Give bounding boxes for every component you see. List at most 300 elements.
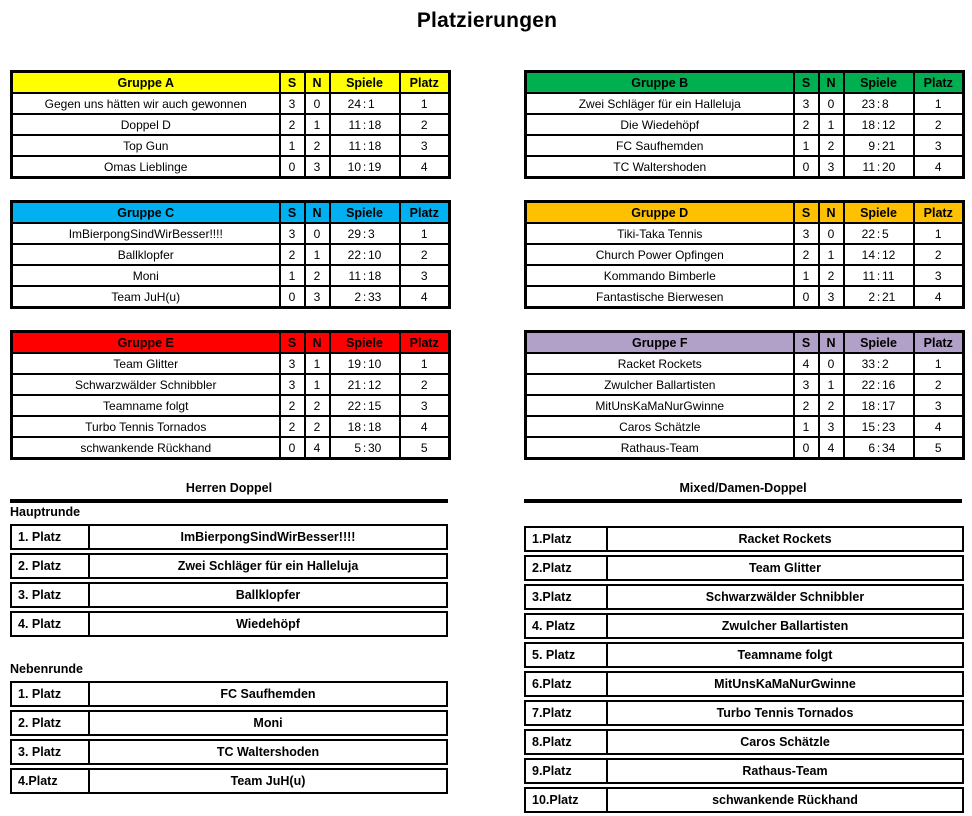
place-cell: 1	[400, 223, 450, 244]
content-columns	[10, 70, 964, 816]
group-table-c	[10, 200, 451, 309]
team-name-cell: Moni	[12, 265, 280, 286]
losses-cell: 3	[819, 416, 844, 437]
score-separator: :	[876, 398, 881, 413]
wins-column-header: S	[794, 332, 819, 354]
place-label-cell: 1. Platz	[10, 524, 90, 550]
group-table-row	[526, 135, 964, 156]
score-separator: :	[876, 419, 881, 434]
group-table-row	[526, 395, 964, 416]
group-name-header: Gruppe A	[12, 72, 280, 94]
team-name-cell: Doppel D	[12, 114, 280, 135]
group-name-header: Gruppe E	[12, 332, 280, 354]
place-cell: 4	[400, 416, 450, 437]
score-separator: :	[362, 226, 367, 241]
wins-cell: 1	[280, 135, 305, 156]
section-title-mixed-damen-doppel: Mixed/Damen-Doppel	[679, 481, 807, 495]
place-team-cell: ImBierpongSindWirBesser!!!!	[90, 524, 448, 550]
score-for: 18	[861, 398, 875, 413]
score-separator: :	[876, 289, 881, 304]
games-score-cell	[844, 353, 914, 374]
score-for: 11	[348, 268, 361, 283]
place-cell: 1	[914, 93, 964, 114]
score-separator: :	[362, 289, 367, 304]
games-score-cell	[844, 244, 914, 265]
score-separator: :	[876, 356, 881, 371]
group-table-row	[526, 416, 964, 437]
losses-cell: 2	[305, 416, 330, 437]
group-header-row	[526, 332, 964, 354]
losses-cell: 0	[819, 353, 844, 374]
place-cell: 2	[400, 374, 450, 395]
score-for: 18	[861, 117, 875, 132]
group-table-row	[12, 265, 450, 286]
wins-cell: 2	[280, 395, 305, 416]
team-name-cell: Zwulcher Ballartisten	[526, 374, 794, 395]
score-for: 11	[862, 159, 875, 174]
group-table-row	[12, 374, 450, 395]
wins-cell: 2	[794, 395, 819, 416]
wins-cell: 3	[794, 374, 819, 395]
score-separator: :	[876, 96, 881, 111]
wins-cell: 1	[794, 265, 819, 286]
wins-column-header: S	[280, 332, 305, 354]
place-team-cell: schwankende Rückhand	[608, 787, 964, 813]
score-separator: :	[876, 226, 881, 241]
place-cell: 2	[400, 114, 450, 135]
right-column	[524, 70, 962, 816]
losses-column-header: N	[305, 72, 330, 94]
score-against: 12	[882, 247, 896, 262]
team-name-cell: MitUnsKaMaNurGwinne	[526, 395, 794, 416]
score-for: 18	[347, 419, 361, 434]
page	[0, 9, 972, 816]
group-name-header: Gruppe C	[12, 202, 280, 224]
games-score-cell	[330, 265, 400, 286]
placement-table-mixed	[524, 523, 964, 816]
place-column-header: Platz	[400, 72, 450, 94]
games-score-cell	[844, 135, 914, 156]
place-team-cell: Racket Rockets	[608, 526, 964, 552]
place-team-cell: TC Waltershoden	[90, 739, 448, 765]
place-team-cell: Team Glitter	[608, 555, 964, 581]
score-for: 11	[348, 138, 361, 153]
score-against: 1	[368, 96, 375, 111]
wins-cell: 1	[280, 265, 305, 286]
team-name-cell: Racket Rockets	[526, 353, 794, 374]
wins-cell: 1	[794, 416, 819, 437]
losses-cell: 2	[305, 395, 330, 416]
losses-column-header: N	[305, 332, 330, 354]
placement-row	[10, 582, 448, 608]
section-title-herren-doppel: Herren Doppel	[185, 481, 273, 495]
group-table-row	[12, 395, 450, 416]
place-label-cell: 2. Platz	[10, 710, 90, 736]
placement-table-hauptrunde	[10, 521, 448, 640]
score-against: 2	[882, 356, 889, 371]
score-for: 22	[861, 226, 875, 241]
group-table-row	[12, 93, 450, 114]
place-team-cell: Teamname folgt	[608, 642, 964, 668]
place-label-cell: 4. Platz	[524, 613, 608, 639]
group-table-b	[524, 70, 965, 179]
score-against: 12	[368, 377, 382, 392]
group-table-row	[526, 244, 964, 265]
place-team-cell: Caros Schätzle	[608, 729, 964, 755]
group-table-row	[12, 135, 450, 156]
score-against: 18	[368, 268, 382, 283]
score-for: 22	[347, 398, 361, 413]
place-team-cell: Team JuH(u)	[90, 768, 448, 794]
wins-cell: 3	[280, 93, 305, 114]
place-cell: 4	[914, 156, 964, 178]
games-score-cell	[330, 114, 400, 135]
team-name-cell: Fantastische Bierwesen	[526, 286, 794, 308]
placement-row	[524, 758, 964, 784]
group-table-row	[526, 437, 964, 459]
score-separator: :	[876, 159, 881, 174]
place-label-cell: 2. Platz	[10, 553, 90, 579]
games-score-cell	[330, 156, 400, 178]
round-label-nebenrunde: Nebenrunde	[10, 662, 83, 676]
losses-cell: 1	[305, 374, 330, 395]
group-name-header: Gruppe D	[526, 202, 794, 224]
losses-cell: 2	[305, 265, 330, 286]
team-name-cell: Team JuH(u)	[12, 286, 280, 308]
team-name-cell: TC Waltershoden	[526, 156, 794, 178]
group-name-header: Gruppe F	[526, 332, 794, 354]
group-table-row	[526, 286, 964, 308]
place-cell: 2	[400, 244, 450, 265]
score-for: 19	[347, 356, 361, 371]
place-cell: 2	[914, 244, 964, 265]
placement-row	[10, 768, 448, 794]
place-team-cell: Ballklopfer	[90, 582, 448, 608]
place-team-cell: Wiedehöpf	[90, 611, 448, 637]
place-label-cell: 10.Platz	[524, 787, 608, 813]
games-score-cell	[844, 265, 914, 286]
place-team-cell: Turbo Tennis Tornados	[608, 700, 964, 726]
group-header-row	[12, 202, 450, 224]
group-header-row	[526, 72, 964, 94]
losses-column-header: N	[819, 332, 844, 354]
wins-cell: 2	[280, 244, 305, 265]
group-header-row	[12, 332, 450, 354]
score-for: 33	[861, 356, 875, 371]
games-score-cell	[330, 437, 400, 459]
group-header-row	[12, 72, 450, 94]
score-for: 6	[868, 440, 875, 455]
place-cell: 3	[914, 265, 964, 286]
team-name-cell: Omas Lieblinge	[12, 156, 280, 178]
place-label-cell: 6.Platz	[524, 671, 608, 697]
place-cell: 4	[914, 286, 964, 308]
games-score-cell	[844, 223, 914, 244]
placement-row	[524, 642, 964, 668]
team-name-cell: Church Power Opfingen	[526, 244, 794, 265]
losses-column-header: N	[819, 72, 844, 94]
score-separator: :	[362, 117, 367, 132]
score-against: 34	[882, 440, 896, 455]
team-name-cell: Rathaus-Team	[526, 437, 794, 459]
losses-cell: 2	[819, 135, 844, 156]
place-cell: 3	[400, 135, 450, 156]
placement-row	[10, 553, 448, 579]
wins-column-header: S	[794, 72, 819, 94]
score-against: 17	[882, 398, 896, 413]
team-name-cell: Schwarzwälder Schnibbler	[12, 374, 280, 395]
score-separator: :	[876, 117, 881, 132]
page-title: Platzierungen	[416, 9, 558, 32]
score-against: 5	[882, 226, 889, 241]
games-score-cell	[844, 395, 914, 416]
placement-row	[524, 671, 964, 697]
team-name-cell: Caros Schätzle	[526, 416, 794, 437]
score-for: 10	[347, 159, 361, 174]
place-label-cell: 1. Platz	[10, 681, 90, 707]
games-score-cell	[844, 416, 914, 437]
wins-cell: 0	[280, 286, 305, 308]
losses-cell: 1	[305, 114, 330, 135]
group-table-row	[12, 244, 450, 265]
games-score-cell	[844, 114, 914, 135]
losses-cell: 3	[305, 286, 330, 308]
group-header-row	[526, 202, 964, 224]
group-table-f	[524, 330, 965, 460]
group-table-row	[526, 114, 964, 135]
place-cell: 1	[914, 353, 964, 374]
wins-column-header: S	[280, 72, 305, 94]
wins-cell: 2	[280, 114, 305, 135]
place-column-header: Platz	[914, 202, 964, 224]
score-against: 10	[368, 356, 382, 371]
score-for: 23	[861, 96, 875, 111]
placement-row	[524, 729, 964, 755]
place-column-header: Platz	[914, 72, 964, 94]
place-cell: 1	[400, 353, 450, 374]
team-name-cell: Ballklopfer	[12, 244, 280, 265]
score-against: 15	[368, 398, 382, 413]
score-separator: :	[362, 398, 367, 413]
place-column-header: Platz	[400, 202, 450, 224]
games-score-cell	[844, 156, 914, 178]
group-table-row	[526, 156, 964, 178]
place-cell: 1	[914, 223, 964, 244]
score-separator: :	[362, 356, 367, 371]
losses-column-header: N	[305, 202, 330, 224]
place-team-cell: Zwulcher Ballartisten	[608, 613, 964, 639]
score-for: 2	[354, 289, 361, 304]
team-name-cell: Zwei Schläger für ein Halleluja	[526, 93, 794, 114]
placement-row	[10, 524, 448, 550]
placement-row	[524, 526, 964, 552]
score-for: 11	[348, 117, 361, 132]
score-against: 33	[368, 289, 382, 304]
place-cell: 3	[914, 135, 964, 156]
games-column-header: Spiele	[330, 72, 400, 94]
losses-cell: 3	[819, 286, 844, 308]
placement-row	[524, 787, 964, 813]
score-separator: :	[876, 440, 881, 455]
games-score-cell	[330, 353, 400, 374]
placement-row	[524, 584, 964, 610]
place-cell: 2	[914, 114, 964, 135]
games-score-cell	[330, 286, 400, 308]
losses-cell: 2	[305, 135, 330, 156]
wins-cell: 3	[794, 223, 819, 244]
group-table-row	[526, 374, 964, 395]
placement-row	[524, 700, 964, 726]
score-against: 23	[882, 419, 896, 434]
games-score-cell	[330, 223, 400, 244]
place-label-cell: 4.Platz	[10, 768, 90, 794]
score-against: 18	[368, 419, 382, 434]
losses-cell: 4	[305, 437, 330, 459]
place-cell: 2	[914, 374, 964, 395]
place-cell: 1	[400, 93, 450, 114]
placement-row	[10, 739, 448, 765]
place-label-cell: 7.Platz	[524, 700, 608, 726]
score-for: 29	[347, 226, 361, 241]
place-team-cell: Schwarzwälder Schnibbler	[608, 584, 964, 610]
team-name-cell: FC Saufhemden	[526, 135, 794, 156]
team-name-cell: Tiki-Taka Tennis	[526, 223, 794, 244]
place-label-cell: 5. Platz	[524, 642, 608, 668]
wins-cell: 4	[794, 353, 819, 374]
score-against: 10	[368, 247, 382, 262]
place-label-cell: 3.Platz	[524, 584, 608, 610]
place-cell: 5	[400, 437, 450, 459]
games-column-header: Spiele	[330, 202, 400, 224]
place-team-cell: FC Saufhemden	[90, 681, 448, 707]
losses-cell: 3	[819, 156, 844, 178]
group-table-row	[12, 437, 450, 459]
score-against: 20	[882, 159, 896, 174]
score-separator: :	[876, 377, 881, 392]
games-score-cell	[844, 93, 914, 114]
games-score-cell	[330, 244, 400, 265]
games-column-header: Spiele	[844, 202, 914, 224]
team-name-cell: Gegen uns hätten wir auch gewonnen	[12, 93, 280, 114]
games-score-cell	[844, 374, 914, 395]
score-for: 21	[347, 377, 361, 392]
group-table-row	[12, 353, 450, 374]
score-separator: :	[876, 138, 881, 153]
group-table-e	[10, 330, 451, 460]
score-separator: :	[876, 268, 881, 283]
score-separator: :	[362, 138, 367, 153]
score-against: 3	[368, 226, 375, 241]
divider-herren	[10, 499, 448, 503]
losses-cell: 2	[819, 265, 844, 286]
round-label-hauptrunde: Hauptrunde	[10, 505, 81, 519]
score-separator: :	[362, 159, 367, 174]
score-for: 14	[861, 247, 875, 262]
losses-cell: 1	[305, 353, 330, 374]
place-team-cell: Rathaus-Team	[608, 758, 964, 784]
group-table-a	[10, 70, 451, 179]
score-for: 11	[862, 268, 875, 283]
score-separator: :	[362, 419, 367, 434]
score-against: 8	[882, 96, 889, 111]
mixed-label-spacer	[524, 505, 962, 523]
team-name-cell: Kommando Bimberle	[526, 265, 794, 286]
wins-cell: 3	[794, 93, 819, 114]
placement-row	[524, 555, 964, 581]
team-name-cell: Top Gun	[12, 135, 280, 156]
losses-cell: 0	[819, 223, 844, 244]
place-column-header: Platz	[400, 332, 450, 354]
losses-cell: 1	[305, 244, 330, 265]
score-for: 2	[868, 289, 875, 304]
wins-column-header: S	[794, 202, 819, 224]
wins-cell: 3	[280, 223, 305, 244]
group-table-row	[526, 223, 964, 244]
group-table-row	[12, 223, 450, 244]
score-against: 19	[368, 159, 382, 174]
divider-mixed	[524, 499, 962, 503]
wins-cell: 0	[280, 437, 305, 459]
group-table-row	[12, 286, 450, 308]
wins-cell: 0	[280, 156, 305, 178]
group-table-row	[12, 114, 450, 135]
losses-cell: 1	[819, 374, 844, 395]
place-cell: 4	[914, 416, 964, 437]
team-name-cell: Turbo Tennis Tornados	[12, 416, 280, 437]
place-label-cell: 9.Platz	[524, 758, 608, 784]
score-separator: :	[362, 247, 367, 262]
score-for: 5	[354, 440, 361, 455]
score-for: 22	[347, 247, 361, 262]
place-cell: 3	[914, 395, 964, 416]
score-against: 12	[882, 117, 896, 132]
group-table-d	[524, 200, 965, 309]
score-for: 15	[861, 419, 875, 434]
losses-cell: 2	[819, 395, 844, 416]
place-label-cell: 3. Platz	[10, 582, 90, 608]
games-score-cell	[330, 374, 400, 395]
team-name-cell: ImBierpongSindWirBesser!!!!	[12, 223, 280, 244]
group-table-row	[12, 416, 450, 437]
score-against: 21	[882, 138, 896, 153]
group-table-row	[526, 93, 964, 114]
placement-row	[10, 611, 448, 637]
games-score-cell	[330, 135, 400, 156]
place-cell: 3	[400, 265, 450, 286]
wins-cell: 3	[280, 374, 305, 395]
games-score-cell	[844, 437, 914, 459]
games-column-header: Spiele	[844, 72, 914, 94]
score-for: 24	[347, 96, 361, 111]
losses-cell: 3	[305, 156, 330, 178]
wins-cell: 0	[794, 156, 819, 178]
place-label-cell: 4. Platz	[10, 611, 90, 637]
wins-cell: 0	[794, 437, 819, 459]
wins-cell: 2	[794, 114, 819, 135]
losses-cell: 0	[305, 93, 330, 114]
place-label-cell: 1.Platz	[524, 526, 608, 552]
place-column-header: Platz	[914, 332, 964, 354]
wins-column-header: S	[280, 202, 305, 224]
losses-column-header: N	[819, 202, 844, 224]
games-score-cell	[330, 93, 400, 114]
place-cell: 4	[400, 156, 450, 178]
score-separator: :	[876, 247, 881, 262]
placement-table-nebenrunde	[10, 678, 448, 797]
score-for: 22	[861, 377, 875, 392]
placement-row	[524, 613, 964, 639]
wins-cell: 2	[794, 244, 819, 265]
